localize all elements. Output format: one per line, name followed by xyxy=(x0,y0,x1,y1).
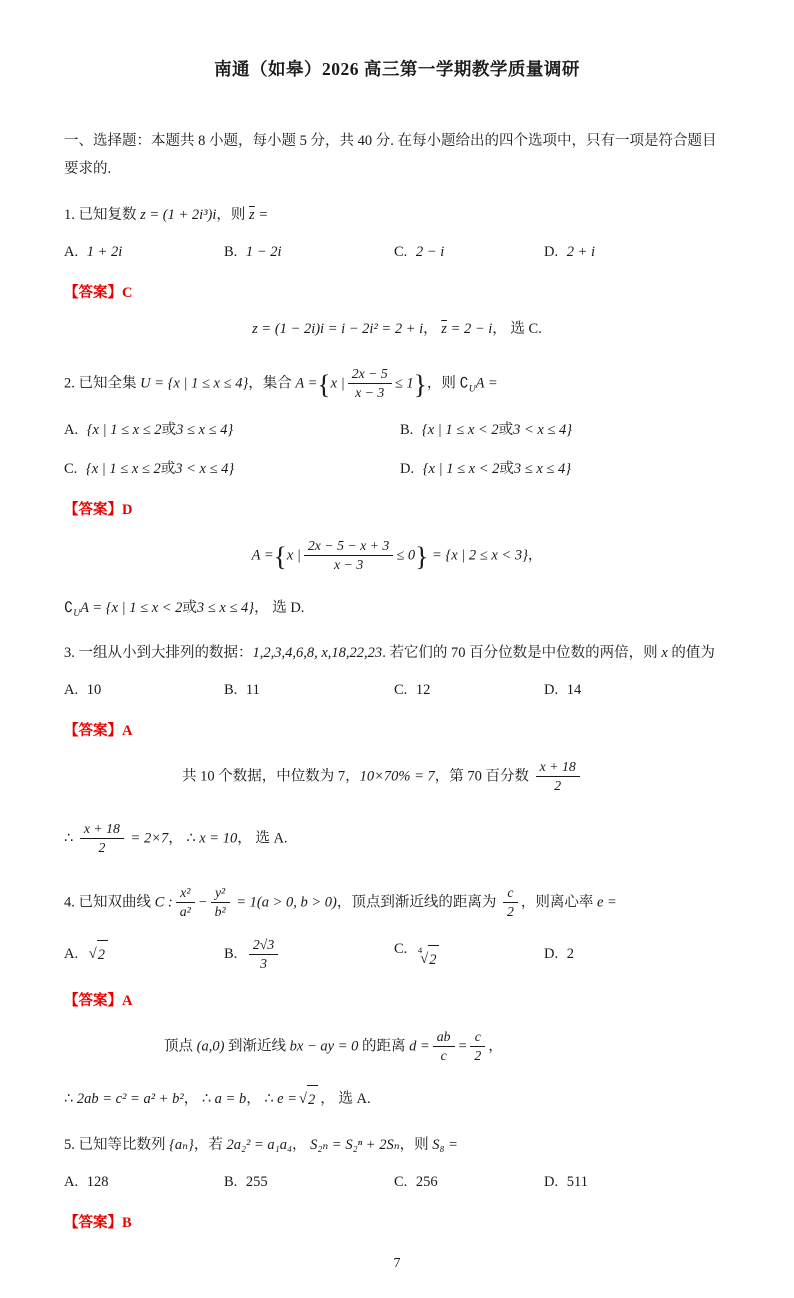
option-d xyxy=(544,238,730,267)
option-label: B. xyxy=(400,421,417,438)
math-expression: = xyxy=(254,206,269,223)
numerator: c xyxy=(470,1029,485,1048)
math-text: ， 选 D. xyxy=(254,599,305,616)
math-expression: 3 < x ≤ 4} xyxy=(513,421,573,438)
math-text: ，顶点到渐近线的距离为 xyxy=(336,894,500,911)
math-text: 或 xyxy=(161,421,177,438)
question-4-answer-line xyxy=(64,989,730,1010)
question-3-solution-line-1 xyxy=(64,753,730,801)
answer-value: D xyxy=(122,501,133,518)
math-text: 3. 一组从小到大排列的数据： xyxy=(64,644,253,661)
option-value xyxy=(246,682,260,698)
denominator: 2 xyxy=(554,778,562,794)
math-expression: ∴ 2ab = c² = a² + b² xyxy=(64,1090,184,1107)
option-value xyxy=(567,1174,588,1190)
denominator: x − 3 xyxy=(355,385,385,401)
option-value xyxy=(567,946,574,962)
answer-value: C xyxy=(122,284,133,301)
option-label: A. xyxy=(64,243,82,260)
question-3-stem xyxy=(64,639,730,668)
question-2-answer-line xyxy=(64,498,730,519)
math-expression: S₂ₙ = S₂ⁿ + 2Sₙ xyxy=(310,1136,400,1153)
math-expression: 2a₂² = a₁a₄ xyxy=(226,1136,292,1153)
option-label: A. xyxy=(64,681,82,698)
math-expression: A = xyxy=(475,374,498,391)
math-text: 12 xyxy=(415,681,431,698)
big-delimiter: { xyxy=(273,539,287,571)
math-text: ，若 xyxy=(193,1136,227,1153)
math-text: 或 xyxy=(498,421,514,438)
option-value xyxy=(86,461,234,477)
math-text: ，第 70 百分数 xyxy=(434,768,533,785)
math-expression: = {x | 2 ≤ x < 3} xyxy=(428,546,528,563)
option-value xyxy=(246,1174,268,1190)
math-expression: {x | 1 ≤ x < 2 xyxy=(421,421,499,438)
overline-variable: $\overline{z}$ xyxy=(441,320,447,337)
option-value xyxy=(416,244,444,260)
option-label: A. xyxy=(64,1173,82,1190)
math-text: ， xyxy=(527,546,543,563)
math-text: 或 xyxy=(499,460,514,477)
math-expression: bx − ay = 0 xyxy=(289,1038,359,1055)
math-text: 511 xyxy=(566,1173,588,1190)
fraction xyxy=(80,821,124,857)
option-label: B. xyxy=(224,946,241,963)
radical-sign: √ xyxy=(88,945,97,962)
option-c xyxy=(394,676,544,705)
option-a xyxy=(64,676,224,705)
math-expression: 3 ≤ x ≤ 4} xyxy=(176,421,234,438)
math-expression: C : xyxy=(154,894,173,911)
denominator: 2 xyxy=(506,904,514,920)
math-text: ，则 xyxy=(426,374,460,391)
radical-sign: √ xyxy=(299,1090,307,1107)
radicand: 2 xyxy=(428,945,439,975)
denominator: c xyxy=(440,1048,447,1064)
option-label: A. xyxy=(64,945,82,962)
fraction xyxy=(470,1029,485,1065)
option-d xyxy=(544,1168,730,1197)
radicand: 2 xyxy=(307,1085,318,1115)
fraction xyxy=(211,885,230,921)
question-3-answer-line xyxy=(64,719,730,740)
math-text: 11 xyxy=(245,681,260,698)
option-value xyxy=(416,682,431,698)
option-b xyxy=(224,937,394,973)
math-text: 14 xyxy=(566,681,582,698)
denominator: 3 xyxy=(260,956,268,972)
math-text: ， xyxy=(168,830,187,847)
math-expression: ≤ 1 xyxy=(394,374,414,391)
math-text: 256 xyxy=(415,1173,438,1190)
answer-label: 【答案】 xyxy=(64,722,122,739)
denominator: b² xyxy=(214,904,226,920)
math-expression: {x | 1 ≤ x ≤ 2 xyxy=(85,460,161,477)
option-value xyxy=(422,422,572,438)
math-expression: 2 + i xyxy=(566,243,596,260)
math-text: ， xyxy=(488,1038,503,1055)
math-expression: = 2 − i xyxy=(446,320,493,337)
option-label: D. xyxy=(400,460,418,477)
option-value xyxy=(567,244,595,260)
math-text: 5. 已知等比数列 xyxy=(64,1136,170,1153)
math-expression: = xyxy=(457,1038,468,1055)
page-number: 7 xyxy=(393,1255,401,1271)
math-text: 10 xyxy=(86,681,102,698)
math-expression: 3 < x ≤ 4} xyxy=(175,460,235,477)
math-text: ， xyxy=(292,1136,311,1153)
math-expression: ∁ xyxy=(64,599,74,616)
radical xyxy=(299,1085,318,1115)
math-expression: 3 ≤ x ≤ 4} xyxy=(513,460,572,477)
math-expression: ∴ e = xyxy=(264,1090,298,1107)
math-expression: ∴ a = b xyxy=(201,1090,247,1107)
math-expression: A = xyxy=(295,374,318,391)
math-expression: 2 − i xyxy=(415,243,445,260)
option-label: C. xyxy=(394,1173,411,1190)
math-text: ， 选 C. xyxy=(492,320,542,337)
option-label: C. xyxy=(394,681,411,698)
subscript: U xyxy=(73,607,81,619)
question-1-answer-line xyxy=(64,281,730,302)
math-expression: {aₙ} xyxy=(169,1136,194,1153)
option-b xyxy=(224,1168,394,1197)
math-expression: {x | 1 ≤ x ≤ 2 xyxy=(86,421,162,438)
math-expression: (a,0) xyxy=(196,1038,225,1055)
question-4-options xyxy=(64,935,730,975)
math-text: 2 xyxy=(566,946,574,963)
option-label: D. xyxy=(544,243,562,260)
math-expression: S₈ = xyxy=(432,1136,458,1153)
question-3-options xyxy=(64,676,730,705)
math-text: ， xyxy=(183,1090,202,1107)
section-heading: 一、选择题：本题共 8 小题，每小题 5 分，共 40 分. 在每小题给出的四个选项中，只有一项是符合题目要求的. xyxy=(64,133,717,178)
question-4-solution-line-1 xyxy=(64,1023,730,1071)
math-text: 顶点 xyxy=(164,1038,197,1055)
option-value xyxy=(567,682,582,698)
option-value xyxy=(87,1174,109,1190)
numerator: 2√3 xyxy=(249,937,278,956)
fraction xyxy=(433,1029,455,1065)
page-title: 南通（如皋）2026 高三第一学期教学质量调研 xyxy=(214,59,580,79)
math-text: ， 选 A. xyxy=(237,830,288,847)
answer-label: 【答案】 xyxy=(64,992,122,1009)
math-text: ，集合 xyxy=(248,374,296,391)
math-expression: x | xyxy=(330,374,345,391)
radical xyxy=(89,940,108,970)
fraction xyxy=(176,885,195,921)
fraction xyxy=(249,937,278,973)
math-expression: e = xyxy=(596,894,617,911)
radical-sign: √ xyxy=(420,950,429,967)
big-delimiter: } xyxy=(415,539,429,571)
math-expression: x | xyxy=(286,546,301,563)
answer-label: 【答案】 xyxy=(64,1214,122,1231)
big-delimiter: { xyxy=(317,367,331,399)
math-expression: 1 − 2i xyxy=(245,243,282,260)
numerator: 2x − 5 xyxy=(348,366,392,385)
math-text: 或 xyxy=(160,460,176,477)
option-value xyxy=(87,244,123,260)
option-value xyxy=(423,461,571,477)
root-index: 4 xyxy=(417,944,423,955)
answer-value: A xyxy=(122,722,133,739)
option-label: D. xyxy=(544,681,562,698)
option-c xyxy=(64,455,400,484)
math-expression: 3 ≤ x ≤ 4} xyxy=(196,599,255,616)
option-label: D. xyxy=(544,946,562,963)
option-label: D. xyxy=(544,1173,562,1190)
math-text: 255 xyxy=(245,1173,268,1190)
question-5-answer-line xyxy=(64,1211,730,1232)
answer-label: 【答案】 xyxy=(64,501,122,518)
math-text: ， 选 A. xyxy=(320,1090,371,1107)
option-c xyxy=(394,1168,544,1197)
math-expression: d = xyxy=(409,1038,430,1055)
radicand: 2 xyxy=(97,940,108,970)
option-b xyxy=(224,676,394,705)
math-text: 2. 已知全集 xyxy=(64,374,141,391)
question-1-solution xyxy=(64,315,730,344)
math-text: 的值为 xyxy=(667,644,715,661)
fraction xyxy=(348,366,392,402)
math-expression: x xyxy=(661,644,668,661)
numerator: 2x − 5 − x + 3 xyxy=(304,538,393,557)
option-value xyxy=(246,936,281,972)
math-expression: 1,2,3,4,6,8, x,18,22,23 xyxy=(252,644,383,661)
question-1-options xyxy=(64,238,730,267)
math-expression: A = xyxy=(251,546,274,563)
denominator: 2 xyxy=(98,840,106,856)
math-expression: ≤ 0 xyxy=(396,546,416,563)
math-expression: = 2×7 xyxy=(126,830,169,847)
option-value xyxy=(87,682,102,698)
answer-label: 【答案】 xyxy=(64,284,122,301)
option-label: C. xyxy=(394,243,411,260)
overline-variable: $\overline{z}$ xyxy=(249,206,255,223)
question-2-solution-line-1 xyxy=(64,532,730,580)
option-value xyxy=(87,422,233,438)
option-a xyxy=(64,416,400,445)
option-d xyxy=(544,940,730,969)
answer-value: B xyxy=(122,1214,132,1231)
radical xyxy=(418,945,440,975)
math-text: 共 10 个数据，中位数为 7， xyxy=(182,768,360,785)
numerator: x + 18 xyxy=(536,759,580,778)
question-2-solution-line-2 xyxy=(64,594,730,623)
math-text: 128 xyxy=(86,1173,109,1190)
option-b xyxy=(400,416,730,445)
question-2-stem xyxy=(64,360,730,408)
question-5-options xyxy=(64,1168,730,1197)
option-label: B. xyxy=(224,243,241,260)
math-text: ，则 xyxy=(216,206,250,223)
denominator: x − 3 xyxy=(334,557,364,573)
math-text: ，则离心率 xyxy=(520,894,597,911)
fraction xyxy=(304,538,393,574)
numerator: x + 18 xyxy=(80,821,124,840)
math-text: 或 xyxy=(182,599,197,616)
option-a xyxy=(64,238,224,267)
math-text: ， xyxy=(246,1090,265,1107)
math-expression: {x | 1 ≤ x < 2 xyxy=(422,460,500,477)
option-a xyxy=(64,1168,224,1197)
answer-value: A xyxy=(122,992,133,1009)
denominator: a² xyxy=(179,904,191,920)
math-text: ，则 xyxy=(399,1136,433,1153)
option-b xyxy=(224,238,394,267)
question-1-stem xyxy=(64,201,730,230)
math-expression: A = {x | 1 ≤ x < 2 xyxy=(80,599,183,616)
math-expression: z = (1 − 2i)i = i − 2i² = 2 + i xyxy=(252,320,424,337)
math-text: 到渐近线 xyxy=(224,1038,290,1055)
question-5-stem xyxy=(64,1131,730,1160)
fraction xyxy=(536,759,580,795)
math-expression: ∴ xyxy=(64,830,77,847)
subscript: U xyxy=(468,382,476,394)
math-expression: 1 + 2i xyxy=(86,243,123,260)
math-text: . 若它们的 70 百分位数是中位数的两倍，则 xyxy=(382,644,662,661)
question-4-solution-line-2 xyxy=(64,1085,730,1115)
math-expression: z = (1 + 2i³)i xyxy=(140,206,217,223)
numerator: ab xyxy=(433,1029,455,1048)
math-text: 的距离 xyxy=(358,1038,410,1055)
math-expression: ∴ x = 10 xyxy=(186,830,238,847)
big-delimiter: } xyxy=(413,367,427,399)
fraction xyxy=(503,885,518,921)
numerator: x² xyxy=(176,885,195,904)
option-label: C. xyxy=(64,460,81,477)
question-2-options xyxy=(64,416,730,484)
math-expression: = 1(a > 0, b > 0) xyxy=(232,894,337,911)
math-text: ， xyxy=(423,320,442,337)
math-text: 4. 已知双曲线 xyxy=(64,894,155,911)
option-label: B. xyxy=(224,681,241,698)
option-value xyxy=(87,946,110,962)
math-expression: U = {x | 1 ≤ x ≤ 4} xyxy=(140,374,249,391)
option-d xyxy=(400,455,730,484)
math-text: 1. 已知复数 xyxy=(64,206,141,223)
math-expression: ∁ xyxy=(459,374,469,391)
option-label: C. xyxy=(394,940,411,957)
math-expression: − xyxy=(197,894,208,911)
option-label: B. xyxy=(224,1173,241,1190)
denominator: 2 xyxy=(474,1048,482,1064)
option-label: A. xyxy=(64,421,82,438)
option-d xyxy=(544,676,730,705)
option-value xyxy=(416,941,442,968)
question-3-solution-line-2 xyxy=(64,815,730,863)
option-a xyxy=(64,940,224,970)
option-value xyxy=(416,1174,438,1190)
numerator: y² xyxy=(211,885,230,904)
option-value xyxy=(246,244,282,260)
option-c xyxy=(394,935,544,975)
question-4-stem xyxy=(64,879,730,927)
option-c xyxy=(394,238,544,267)
numerator: c xyxy=(503,885,518,904)
math-expression: 10×70% = 7 xyxy=(359,768,435,785)
